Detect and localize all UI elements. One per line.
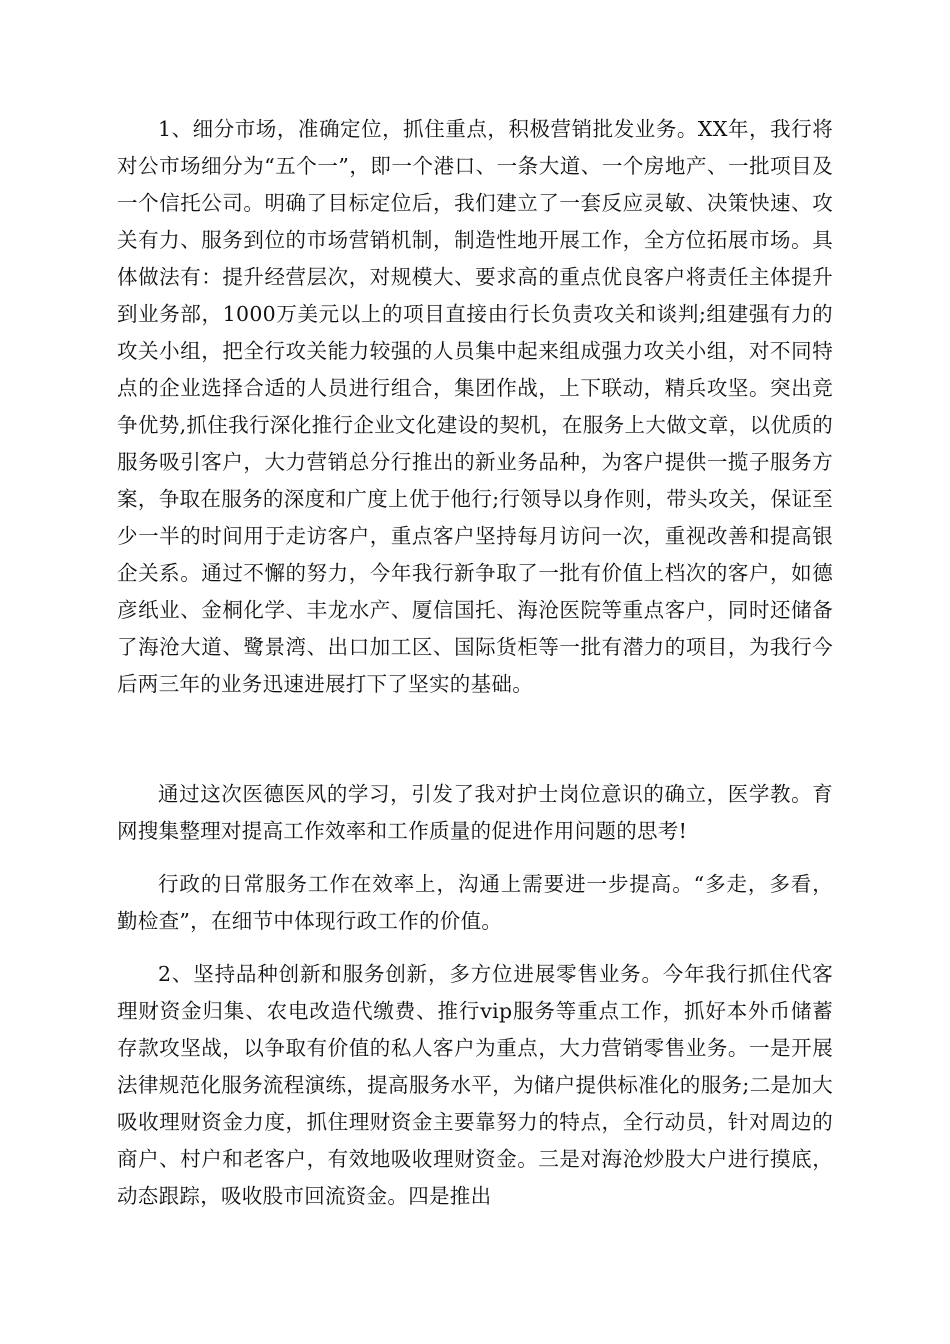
paragraph-2 — [117, 776, 833, 850]
paragraph-3 — [117, 866, 833, 940]
paragraph-text: 行政的日常服务工作在效率上，沟通上需要进一步提高。“多走，多看，勤检查”，在细节中体现行政工作的价值。 — [117, 872, 833, 933]
paragraph-text: 通过这次医德医风的学习，引发了我对护士岗位意识的确立，医学教。育网搜集整理对提高工作效率和工作质量的促进作用问题的思考! — [117, 782, 833, 843]
paragraph-text: 1、细分市场，准确定位，抓住重点，积极营销批发业务。XX年，我行将对公市场细分为“五个一”，即一个港口、一条大道、一个房地产、一批项目及一个信托公司。明确了目标定位后，我们建立了一套反应灵敏、决策快速、攻关有力、服务到位的市场营销机制，制造性地开展工作，全方位拓展市场。具体做法有：提升经营层次，对规模大、要求高的重点优良客户将责任主体提升到业务部，1000万美元以上的项目直接由行长负责攻关和谈判;组建强有力的攻关小组，把全行攻关能力较强的人员集中起来组成强力攻关小组，对不同特点的企业选择合适的人员进行组合，集团作战，上下联动，精兵攻坚。突出竞争优势,抓住我行深化推行企业文化建设的契机，在服务上大做文章，以优质的服务吸引客户，大力营销总分行推出的新业务品种，为客户提供一揽子服务方案，争取在服务的深度和广度上优于他行;行领导以身作则，带头攻关，保证至少一半的时间用于走访客户，重点客户坚持每月访问一次，重视改善和提高银企关系。通过不懈的努力，今年我行新争取了一批有价值上档次的客户，如德彦纸业、金桐化学、丰龙水产、厦信国托、海沧医院等重点客户，同时还储备了海沧大道、鹭景湾、出口加工区、国际货柜等一批有潜力的项目，为我行今后两三年的业务迅速进展打下了坚实的基础。 — [117, 117, 833, 696]
paragraph-1 — [117, 111, 833, 703]
paragraph-4 — [117, 956, 833, 1215]
paragraph-text: 2、坚持品种创新和服务创新，多方位进展零售业务。今年我行抓住代客理财资金归集、农电改造代缴费、推行vip服务等重点工作，抓好本外币储蓄存款攻坚战，以争取有价值的私人客户为重点，大力营销零售业务。一是开展法律规范化服务流程演练，提高服务水平，为储户提供标准化的服务;二是加大吸收理财资金力度，抓住理财资金主要靠努力的特点，全行动员，针对周边的商户、村户和老客户，有效地吸收理财资金。三是对海沧炒股大户进行摸底，动态跟踪，吸收股市回流资金。四是推出 — [117, 962, 833, 1208]
